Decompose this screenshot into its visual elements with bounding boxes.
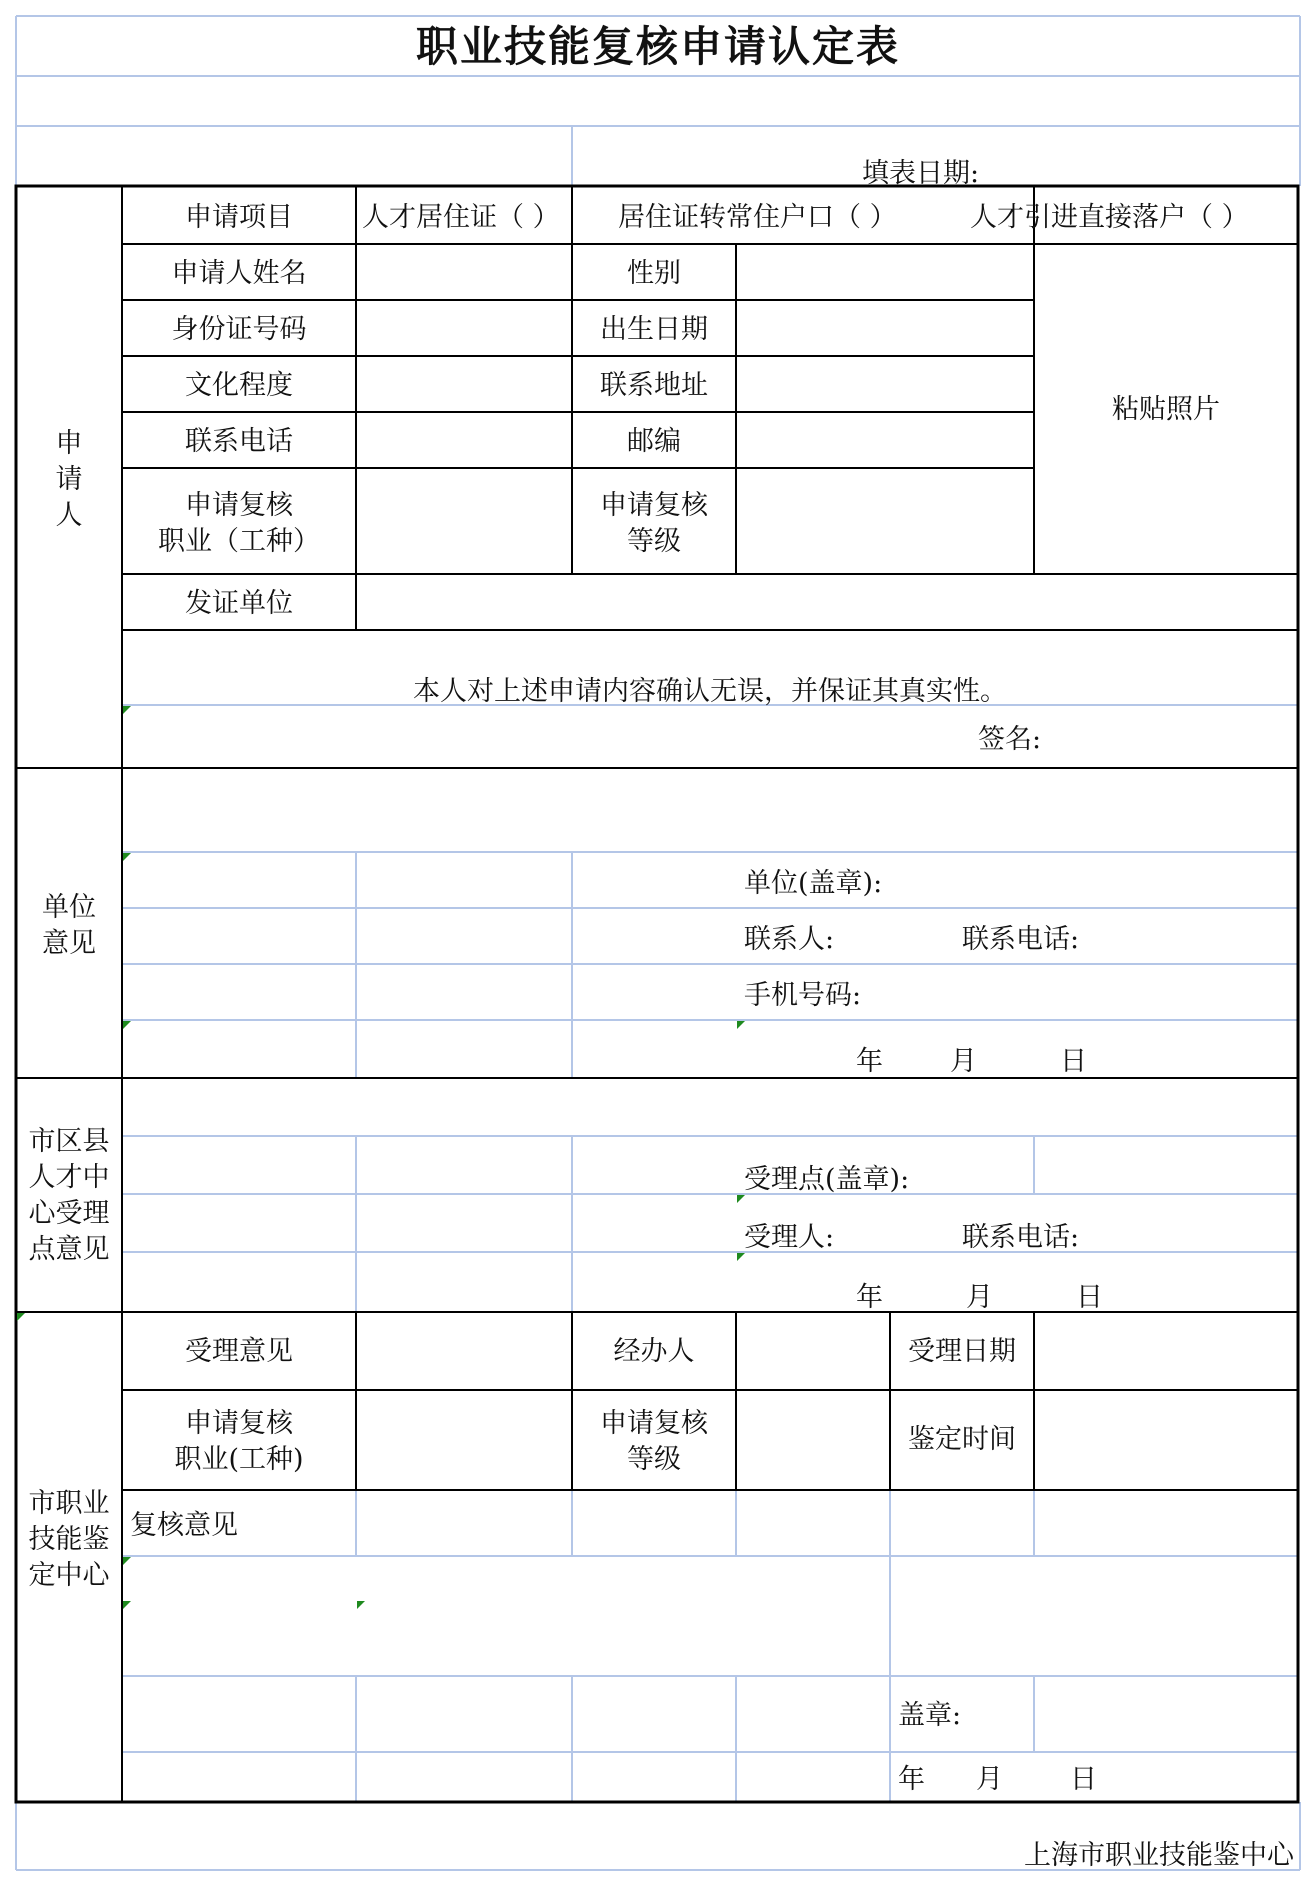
cell-marker: [737, 1021, 745, 1029]
issuer-label: 发证单位: [185, 588, 293, 619]
center-level-label: 申请复核 等级: [600, 1408, 708, 1475]
unit-contact-label: 联系人:: [744, 924, 835, 955]
footer-organization: 上海市职业技能鉴中心: [1024, 1840, 1294, 1871]
education-label: 文化程度: [185, 370, 293, 401]
unit-mobile-label: 手机号码:: [744, 980, 862, 1011]
center-occupation-label: 申请复核 职业(工种): [174, 1408, 304, 1475]
accept-date-label: 受理日期: [908, 1336, 1016, 1367]
apply-item-label: 申请项目: [185, 202, 293, 233]
operator-label: 经办人: [613, 1336, 695, 1367]
cell-marker: [737, 1195, 745, 1203]
cell-marker: [737, 1253, 745, 1261]
declaration-text: 本人对上述申请内容确认无误，并保证其真实性。: [413, 676, 1007, 707]
center-date-day: 日: [1070, 1764, 1097, 1795]
postcode-label: 邮编: [627, 426, 681, 457]
unit-side-label: 单位 意见: [42, 892, 96, 959]
center-date-month: 月: [976, 1764, 1003, 1795]
district-phone-label: 联系电话:: [962, 1222, 1080, 1253]
address-label: 联系地址: [600, 370, 708, 401]
name-label: 申请人姓名: [171, 258, 307, 289]
unit-date-day: 日: [1060, 1046, 1087, 1077]
center-stamp-label: 盖章:: [898, 1700, 962, 1731]
cell-marker: [123, 1021, 131, 1029]
cell-marker: [123, 853, 131, 861]
accept-opinion-label: 受理意见: [185, 1336, 293, 1367]
review-opinion-label: 复核意见: [130, 1510, 238, 1541]
birth-date-label: 出生日期: [600, 314, 708, 345]
gridlines-light: [16, 16, 1300, 1870]
phone-label: 联系电话: [185, 426, 293, 457]
occupation-label: 申请复核 职业（工种）: [158, 490, 320, 557]
unit-contact-phone-label: 联系电话:: [962, 924, 1080, 955]
level-label: 申请复核 等级: [600, 490, 708, 557]
unit-stamp-label: 单位(盖章):: [744, 868, 883, 899]
district-stamp-label: 受理点(盖章):: [744, 1164, 910, 1195]
district-date-day: 日: [1076, 1282, 1103, 1313]
signature-label: 签名:: [978, 724, 1042, 755]
cell-marker: [17, 1313, 25, 1321]
appraisal-time-label: 鉴定时间: [908, 1424, 1016, 1455]
option-talent-residence: 人才居住证（ ）: [362, 202, 560, 233]
district-handler-label: 受理人:: [744, 1222, 835, 1253]
photo-label: 粘贴照片: [1112, 394, 1220, 425]
unit-date-month: 月: [950, 1046, 977, 1077]
cell-marker: [123, 1557, 131, 1565]
district-date-year: 年: [856, 1282, 883, 1313]
cell-marker: [357, 1601, 365, 1609]
center-date-year: 年: [898, 1764, 925, 1795]
center-side-label: 市职业 技能鉴 定中心: [28, 1488, 110, 1591]
cell-marker: [123, 1601, 131, 1609]
district-side-label: 市区县 人才中 心受理 点意见: [28, 1126, 110, 1265]
fill-date-label: 填表日期:: [862, 158, 980, 189]
cell-marker: [123, 706, 131, 714]
applicant-side-label: 申 请 人: [55, 428, 83, 531]
unit-date-year: 年: [856, 1046, 883, 1077]
gender-label: 性别: [627, 258, 681, 289]
option-direct-settlement: 人才引进直接落户（ ）: [970, 202, 1249, 233]
option-permanent-residence: 居住证转常住户口（ ）: [618, 202, 897, 233]
district-date-month: 月: [966, 1282, 993, 1313]
form-title: 职业技能复核申请认定表: [415, 22, 900, 71]
id-number-label: 身份证号码: [171, 314, 307, 345]
